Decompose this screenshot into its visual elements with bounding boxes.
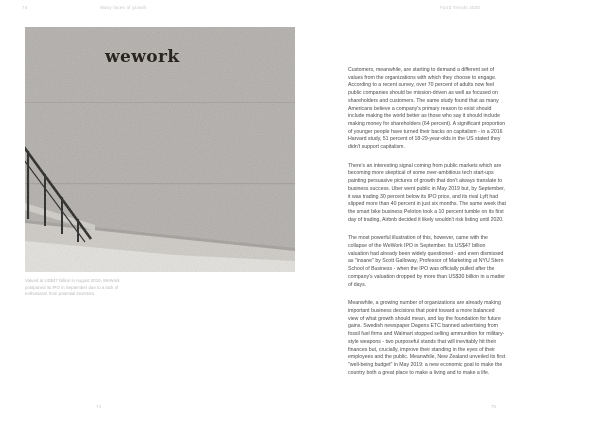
- article-text-column: [348, 67, 506, 388]
- left-page-number: 74: [96, 404, 102, 409]
- right-page-number: 75: [491, 404, 497, 409]
- article-paragraph: Meanwhile, a growing number of organizations are already making important business decisions that point toward a more balanced view of what growth should mean, and lay the foundation for future gains. Swedish newspaper Dagens ETC banned advertising from fossil fuel firms and Walmart stopped selling ammunition for military-style weapons - two purposeful stands that will inevitably hit their finances but, crucially, improve their standing in the eyes of their employees and the public. Meanwhile, New Zealand unveiled its first "well-being budget" in May 2019: a new economic goal to make the country both a great place to make a living and to make a life.: [348, 300, 506, 376]
- right-running-head: Fjord Trends 2020: [440, 5, 480, 10]
- left-running-head: Many faces of growth: [100, 5, 147, 10]
- wework-logo-text: wework: [105, 47, 180, 67]
- article-paragraph: Customers, meanwhile, are starting to demand a different set of values from the organizations with which they choose to engage. According to a recent survey, over 70 percent of adults now feel public companies should be mission-driven as well as focused on shareholders and customers. The same study found that as many Americans believe a company's primary reason to exist should include making the world better as those who say it should include making money for shareholders (64 percent). A significant proportion of younger people have turned their backs on capitalism - in a 2016 Harvard study, 51 percent of 18-29-year-olds in the US stated they didn't support capitalism.: [348, 67, 506, 151]
- left-page-folio: 74: [22, 5, 28, 10]
- photo-caption: Valued at US$47 billion in August 2019, WeWork postponed its IPO in September due to a lack of enthusiasm from potential investors.: [25, 278, 120, 297]
- article-paragraph: There's an interesting signal coming from public markets which are becoming more skeptical of some over-ambitious tech start-ups painting persuasive pictures of growth that don't always translate to business success. Uber went public in May 2019 but, by September, it was trading 30 percent below its IPO price, and its rival Lyft had slipped more than 40 percent in just six months. The same week that the smart bike business Peloton took a 10 percent tumble on its first day of trading, Airbnb decided it likely wouldn't risk listing until 2020.: [348, 162, 506, 223]
- article-paragraph: The most powerful illustration of this, however, came with the collapse of the WeWork IPO in September. Its US$47 billion valuation had already been widely questioned - and even dismissed as "insane" by Scott Galloway, Professor of Marketing at NYU Stern School of Business - when the IPO was officially pulled after the company's valuation dropped by more than US$30 billion in a matter of days.: [348, 235, 505, 288]
- wework-photo: [25, 27, 295, 272]
